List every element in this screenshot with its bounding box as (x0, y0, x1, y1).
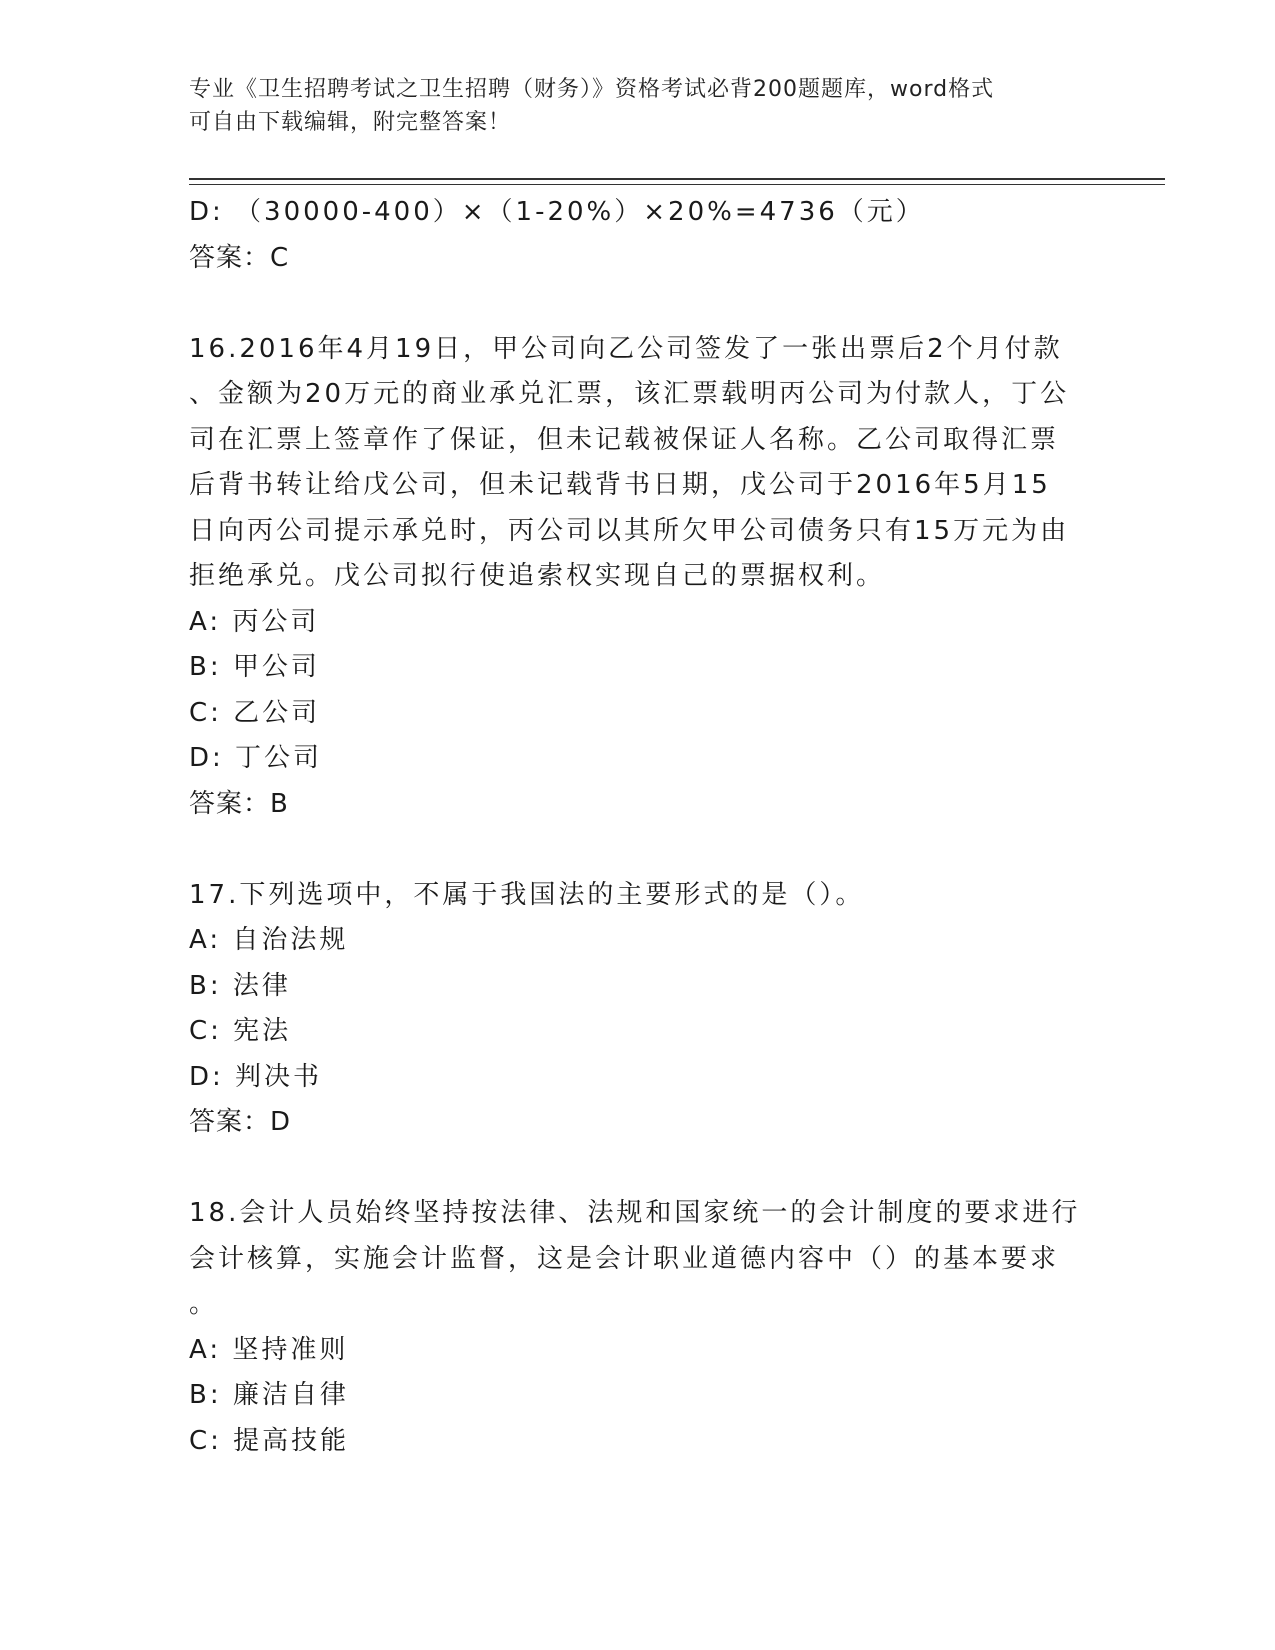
question-17-option-a: A: 自治法规 (189, 925, 349, 955)
question-17-text-line: 17.下列选项中，不属于我国法的主要形式的是（）。 (189, 879, 865, 910)
question-17 (189, 873, 1089, 1146)
question-18-text-line: 会计核算，实施会计监督，这是会计职业道德内容中（）的基本要求 (189, 1243, 1060, 1274)
question-16-text-line: 、金额为20万元的商业承兑汇票，该汇票载明丙公司为付款人，丁公 (189, 379, 1070, 409)
header-title-line-2: 可自由下载编辑，附完整答案！ (189, 110, 512, 135)
spacer (189, 1146, 1089, 1192)
prev-question-option-d: D: （30000-400）×（1-20%）×20%=4736（元） (189, 197, 925, 227)
question-18 (189, 1191, 1089, 1464)
question-16-option-b: B: 甲公司 (189, 652, 320, 682)
question-16-text-line: 拒绝承兑。戊公司拟行使追索权实现自己的票据权利。 (189, 561, 886, 591)
question-17-answer: 答案：D (189, 1107, 292, 1137)
question-16-option-c: C: 乙公司 (189, 697, 321, 728)
header-divider-thick (189, 178, 1165, 180)
question-16-text-line: 16.2016年4月19日，甲公司向乙公司签发了一张出票后2个月付款 (189, 333, 1063, 364)
question-18-option-a: A: 坚持准则 (189, 1334, 349, 1365)
document-header (189, 73, 1069, 139)
header-title-line-1: 专业《卫生招聘考试之卫生招聘（财务）》资格考试必背200题题库，word格式 (189, 77, 995, 102)
question-17-option-d: D: 判决书 (189, 1061, 323, 1092)
header-divider-thin (189, 184, 1165, 185)
question-16-option-a: A: 丙公司 (189, 606, 320, 637)
question-16-text-line: 司在汇票上签章作了保证，但未记载被保证人名称。乙公司取得汇票 (189, 424, 1060, 455)
question-16-option-d: D: 丁公司 (189, 743, 323, 773)
question-18-option-c: C: 提高技能 (189, 1425, 350, 1456)
question-16-text-line: 日向丙公司提示承兑时，丙公司以其所欠甲公司债务只有15万元为由 (189, 515, 1070, 546)
question-content (189, 190, 1089, 1464)
question-17-option-c: C: 宪法 (189, 1016, 292, 1046)
question-16-text-line: 后背书转让给戊公司，但未记载背书日期，戊公司于2016年5月15 (189, 470, 1051, 500)
spacer (189, 827, 1089, 873)
question-18-option-b: B: 廉洁自律 (189, 1380, 349, 1410)
question-16-answer: 答案：B (189, 788, 289, 819)
question-18-text-line: 。 (189, 1289, 219, 1319)
spacer (189, 281, 1089, 327)
question-18-text-line: 18.会计人员始终坚持按法律、法规和国家统一的会计制度的要求进行 (189, 1198, 1081, 1228)
prev-question-answer: 答案：C (189, 242, 290, 273)
question-17-option-b: B: 法律 (189, 970, 291, 1001)
question-16 (189, 327, 1089, 828)
